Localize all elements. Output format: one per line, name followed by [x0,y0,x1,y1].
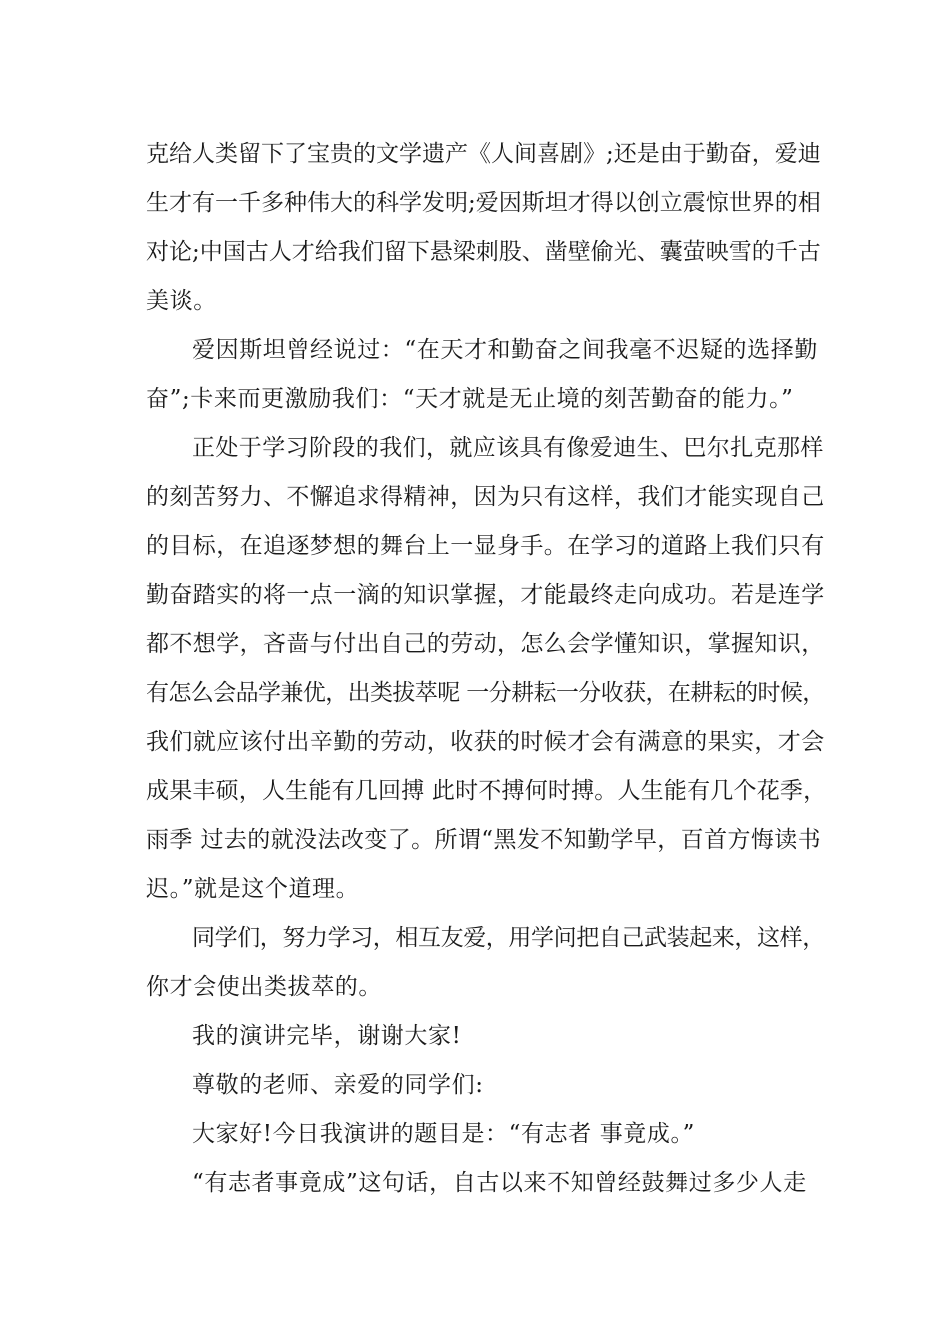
text-line: 的目标，在追逐梦想的舞台上一显身手。在学习的道路上我们只有 [146,533,825,559]
text-line: 正处于学习阶段的我们，就应该具有像爱迪生、巴尔扎克那样 [192,435,824,461]
text-line: 克给人类留下了宝贵的文学遗产《人间喜剧》;还是由于勤奋，爱迪 [146,141,821,167]
text-line: 你才会使出类拔萃的。 [146,974,382,1000]
text-line: 我们就应该付出辛勤的劳动，收获的时候才会有满意的果实，才会 [146,729,825,755]
text-line: 尊敬的老师、亲爱的同学们: [192,1072,484,1098]
text-line: 有怎么会品学兼优，出类拔萃呢 一分耕耘一分收获，在耕耘的时候， [146,680,825,706]
text-line: 生才有一千多种伟大的科学发明;爱因斯坦才得以创立震惊世界的相 [146,190,821,216]
text-line: 雨季 过去的就没法改变了。所谓“黑发不知勤学早，百首方悔读书 [146,827,822,853]
text-line: 同学们，努力学习，相互友爱，用学问把自己武装起来，这样， [192,925,825,951]
text-line: 勤奋踏实的将一点一滴的知识掌握，才能最终走向成功。若是连学 [146,582,825,608]
text-line: 大家好!今日我演讲的题目是：“有志者 事竟成。” [192,1121,695,1147]
text-line: 成果丰硕，人生能有几回搏 此时不搏何时搏。人生能有几个花季， [146,778,827,804]
text-line: 我的演讲完毕，谢谢大家! [192,1023,462,1049]
text-line: 的刻苦努力、不懈追求得精神，因为只有这样，我们才能实现自己 [146,484,825,510]
text-line: 爱因斯坦曾经说过：“在天才和勤奋之间我毫不迟疑的选择勤 [192,337,818,363]
text-line: 对论;中国古人才给我们留下悬梁刺股、凿壁偷光、囊萤映雪的千古 [146,239,821,265]
text-line: 美谈。 [146,288,217,314]
text-line: 奋”;卡来而更激励我们：“天才就是无止境的刻苦勤奋的能力。” [146,386,794,412]
text-line: 都不想学，吝啬与付出自己的劳动，怎么会学懂知识，掌握知识， [146,631,825,657]
text-line: 迟。”就是这个道理。 [146,876,360,902]
document-body [146,130,826,1208]
text-line: “有志者事竟成”这句话，自古以来不知曾经鼓舞过多少人走 [192,1170,807,1196]
